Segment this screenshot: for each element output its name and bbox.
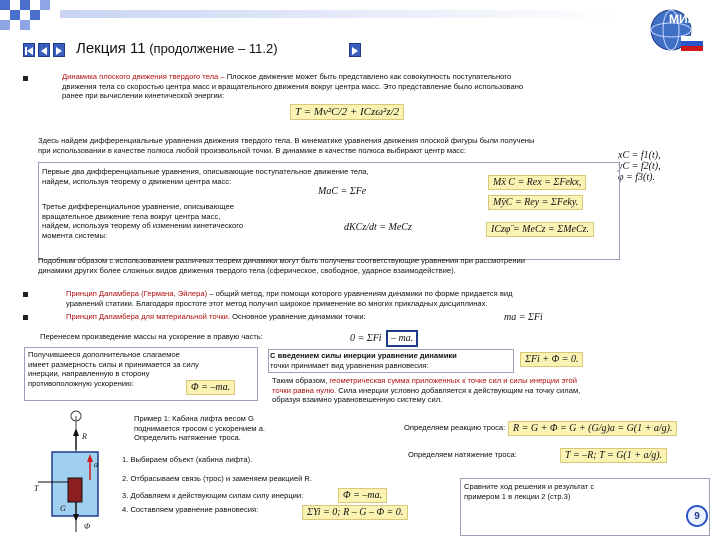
- intro-line2: движения тела со скоростью центра масс и вращательного движения вокруг центра масс. Это представление было использовано: [62, 81, 524, 91]
- kinetic-energy-formula: T = Mv²C/2 + ICzω²z/2: [290, 104, 404, 120]
- inertia-left-line4: противоположную ускорению:: [28, 378, 134, 388]
- first-two-text: [42, 167, 482, 186]
- third-line3: найдем, используя теорему об изменении кинетического: [42, 221, 244, 231]
- reaction-text: Определяем реакцию троса:: [404, 423, 506, 432]
- move-eq-left: 0 = ΣFi: [350, 333, 382, 344]
- dalembert-point-text: [66, 312, 366, 322]
- dalembert-line1: – общий метод, при помощи которого уравнениям динамики по форме придается вид: [207, 289, 513, 298]
- similar-line2: динамики других более сложных видов движения твердого тела (сферическое, свободное, ударное взаимодействие).: [38, 265, 456, 275]
- third-line2: вращательное движение тела вокруг центра масс,: [42, 211, 221, 221]
- decor-squares-icon: [0, 0, 60, 30]
- angular-momentum-theorem: dKCz/dt = MeCz: [344, 222, 412, 233]
- newton-eq: ma = ΣFi: [504, 312, 543, 323]
- compare-line1: Сравните ход решения и результат с: [464, 482, 595, 491]
- inertia-right-head: [270, 351, 457, 370]
- page-number-label: 9: [694, 510, 700, 522]
- diff-eq-line2: при использовании в качестве полюса любой произвольной точки. В динамике в качестве полюса выбирают центр масс:: [38, 145, 466, 155]
- step-1: 1. Выбираем объект (кабина лифта).: [122, 455, 253, 464]
- intro-term: Динамика плоского движения твердого тела –: [62, 72, 225, 81]
- diff-eq-text: [38, 136, 698, 155]
- compare-line2: примером 1 в лекции 2 (стр.3): [464, 491, 571, 501]
- rotation-eq: ICzφ̈ = MeCz = ΣMeCz.: [486, 222, 594, 237]
- nav-first-button[interactable]: [23, 43, 35, 57]
- nav-play-button[interactable]: [349, 43, 361, 57]
- dalembert-point-term: Принцип Даламбера для материальной точки.: [66, 312, 231, 321]
- move-eq: [350, 328, 418, 346]
- third-line1: Третье дифференциальное уравнение, описывающее: [42, 202, 234, 211]
- label-T: T: [34, 484, 39, 493]
- first-two-line2: найдем, используя теорему о движении центра масс:: [42, 176, 232, 186]
- first-two-line1: Первые два дифференциальные уравнения, описывающие поступательное движение тела,: [42, 167, 369, 176]
- center-mass-eq-x: Mẍ C = Rex = ΣFekx,: [488, 175, 586, 190]
- step-2: 2. Отбрасываем связь (трос) и заменяем реакцией R.: [122, 474, 313, 483]
- move-eq-boxed: – ma.: [386, 330, 418, 347]
- label-R: R: [82, 432, 87, 441]
- dalembert-text: [66, 289, 706, 308]
- nav-next-button[interactable]: [53, 43, 65, 57]
- inertia-right-red1: геометрическая сумма приложенных к точке сил и силы инерции этой: [329, 376, 578, 385]
- elevator-figure: [30, 410, 130, 535]
- reaction-eq: R = G + Φ = G + (G/g)a = G(1 + a/g).: [508, 421, 677, 436]
- inertia-right-line2: точки принимает вид уравнения равновесия:: [270, 360, 429, 370]
- logo-text: МИИТ: [669, 12, 704, 26]
- inertia-left-line1: Получившееся дополнительное слагаемое: [28, 350, 180, 359]
- dalembert-point-line: Основное уравнение динамики точки:: [230, 312, 366, 321]
- compare-text: [464, 482, 594, 501]
- example-line3: Определить натяжение троса.: [134, 433, 241, 443]
- dalembert-term: Принцип Даламбера (Германа, Эйлера): [66, 289, 208, 298]
- prev-page-icon: [39, 45, 49, 57]
- inertia-right-line4: Сила инерции условно добавляется к действующим на точку силам,: [336, 385, 581, 395]
- kin-eq-x: xC = f1(t),: [618, 150, 661, 161]
- decor-pattern: [0, 0, 60, 30]
- similar-line1: Подобным образом с использованием различных теорем динамики могут быть получены соответствующие уравнения при рассмотрении: [38, 256, 526, 265]
- inertia-left-line2: имеет размерность силы и принимается за силу: [28, 359, 199, 369]
- diff-eq-line1: Здесь найдем дифференциальные уравнения движения твердого тела. В кинематике уравнения движения плоской фигуры были получены: [38, 136, 535, 145]
- move-text: Перенесем произведение массы на ускорение в правую часть:: [40, 332, 263, 341]
- tension-text: Определяем натяжение троса:: [408, 450, 517, 459]
- intro-line3: ранее при вычислении кинетической энергии:: [62, 91, 225, 101]
- label-phi: Φ: [84, 522, 91, 531]
- similar-text: [38, 256, 708, 275]
- step-3-eq: Φ = –ma.: [338, 488, 387, 503]
- intro-text: [62, 72, 702, 101]
- dalembert-line2: уравнений статики. Благодаря простоте этот метод получил широкое применение во многих прикладных дисциплинах.: [66, 298, 488, 308]
- nav-prev-button[interactable]: [38, 43, 50, 57]
- elevator-diagram-icon: [30, 410, 130, 535]
- kin-eq-y: yC = f2(t),: [618, 161, 661, 172]
- label-a: a: [94, 460, 98, 469]
- header-band: [60, 10, 620, 18]
- kin-eq-phi: φ = f3(t).: [618, 172, 655, 183]
- inertia-left-line3: инерции, направленную в сторону: [28, 369, 150, 379]
- tension-eq: T = –R; T = G(1 + a/g).: [560, 448, 667, 463]
- bullet: [23, 76, 28, 81]
- inertia-right-body: [272, 376, 712, 405]
- center-mass-eq-y: MÿC = Rey = ΣFeky.: [488, 195, 583, 210]
- equilibrium-eq: ΣFi + Φ = 0.: [520, 352, 583, 367]
- plane-kinematics-equations: [618, 150, 661, 183]
- logo: [645, 6, 707, 54]
- example-line1: Пример 1: Кабина лифта весом G: [134, 414, 254, 423]
- title-main: Лекция 11: [76, 40, 146, 57]
- step-4: 4. Составляем уравнение равновесия:: [122, 505, 259, 514]
- play-icon: [350, 45, 360, 57]
- intro-line1: Плоское движение может быть представлено как совокупность поступательного: [224, 72, 512, 81]
- inertia-right-line1: С введением силы инерции уравнение динамики: [270, 351, 457, 360]
- example-text: [134, 414, 404, 443]
- page-title: [76, 40, 278, 57]
- bullet: [23, 292, 28, 297]
- page-number: [686, 505, 708, 527]
- title-sub: (продолжение – 11.2): [145, 41, 278, 56]
- label-G: G: [60, 504, 66, 513]
- inertia-right-red2: точки равна нулю.: [272, 385, 337, 395]
- inertia-force-formula: Φ = –ma.: [186, 380, 235, 395]
- inertia-right-line3: Таким образом,: [272, 376, 330, 385]
- step-3: 3. Добавляем к действующим силам силу инерции:: [122, 491, 304, 500]
- example-line2: поднимается тросом с ускорением a.: [134, 423, 266, 433]
- step-4-eq: ΣYi = 0; R – G – Φ = 0.: [302, 505, 408, 520]
- inertia-right-line5: образуя взаимно уравновешенную систему сил.: [272, 395, 443, 405]
- bullet: [23, 315, 28, 320]
- next-page-icon: [54, 45, 64, 57]
- third-eq-text: [42, 202, 302, 240]
- center-mass-theorem: MaC = ΣFe: [318, 186, 367, 197]
- first-page-icon: [24, 45, 34, 57]
- third-line4: момента системы:: [42, 230, 108, 240]
